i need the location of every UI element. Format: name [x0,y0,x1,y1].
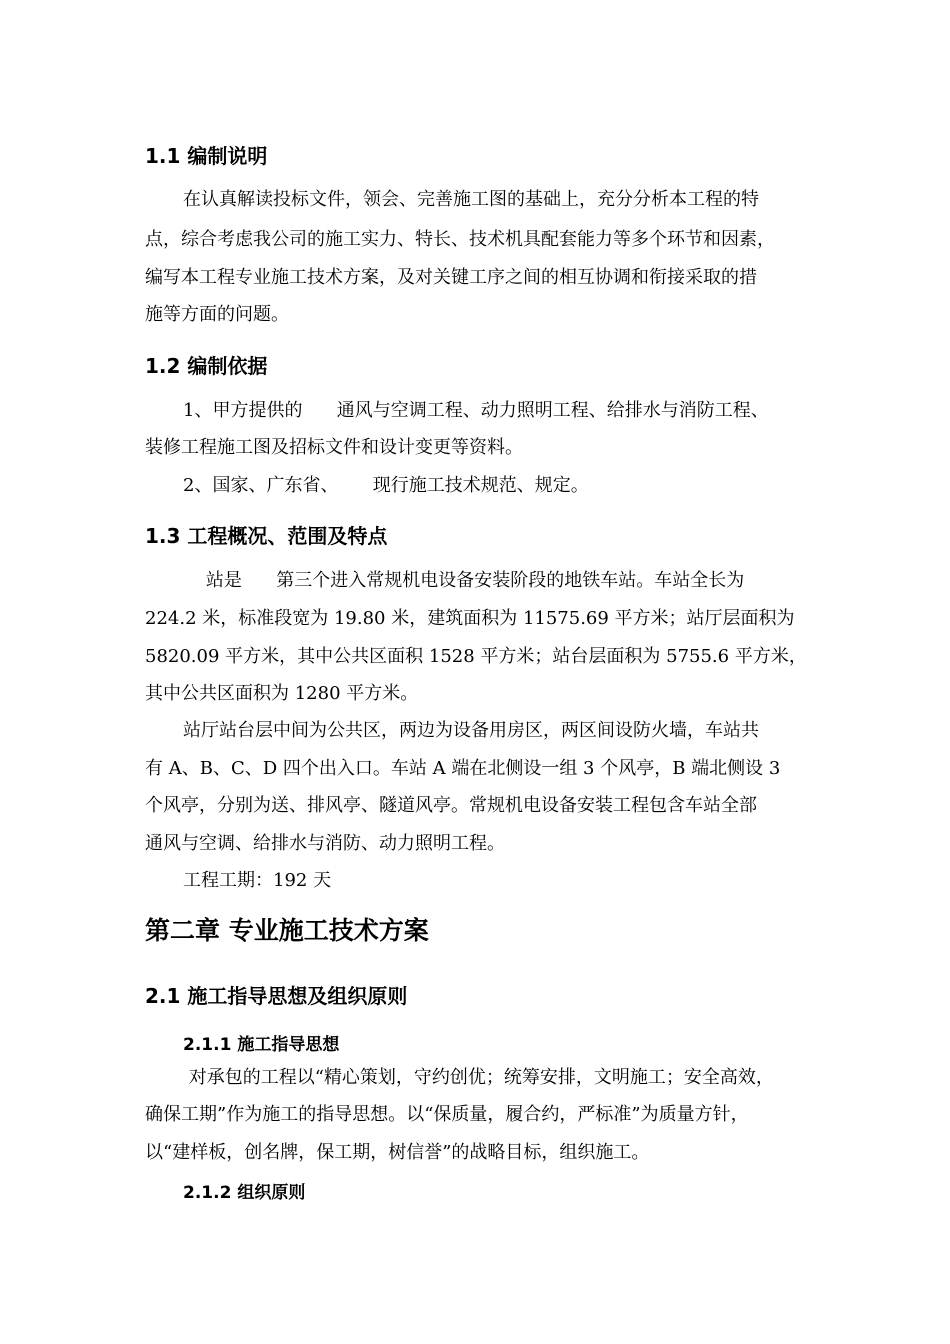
paragraph-line: 224.2 米，标准段宽为 19.80 米，建筑面积为 11575.69 平方米；站厅层面积为 [145,608,795,629]
chapter-heading-2: 第二章 专业施工技术方案 [145,916,429,945]
paragraph-line: 个风亭，分别为送、排风亭、隧道风亭。常规机电设备安装工程包含车站全部 [145,795,757,816]
paragraph-line: 点，综合考虑我公司的施工实力、特长、技术机具配套能力等多个环节和因素， [145,229,775,250]
paragraph-line: 2、国家、广东省、 现行施工技术规范、规定。 [183,475,589,496]
subsection-heading-2-1-2: 2.1.2 组织原则 [183,1183,306,1203]
section-heading-1-1: 1.1 编制说明 [145,144,268,168]
paragraph-line: 在认真解读投标文件，领会、完善施工图的基础上，充分分析本工程的特 [183,189,759,210]
paragraph-line: 5820.09 平方米，其中公共区面积 1528 平方米；站台层面积为 5755.6 平方米， [145,646,807,667]
section-heading-1-2: 1.2 编制依据 [145,354,268,378]
paragraph-line: 通风与空调、给排水与消防、动力照明工程。 [145,833,505,854]
section-heading-1-3: 1.3 工程概况、范围及特点 [145,524,388,548]
paragraph-line: 确保工期”作为施工的指导思想。以“保质量，履合约，严标准”为质量方针， [145,1104,749,1125]
paragraph-line: 对承包的工程以“精心策划，守约创优；统筹安排，文明施工；安全高效， [183,1067,774,1088]
subsection-heading-2-1-1: 2.1.1 施工指导思想 [183,1035,340,1055]
paragraph-line: 编写本工程专业施工技术方案，及对关键工序之间的相互协调和衔接采取的措 [145,267,757,288]
paragraph-line: 有 A、B、C、D 四个出入口。车站 A 端在北侧设一组 3 个风亭，B 端北侧设 3 [145,758,781,779]
paragraph-line: 站厅站台层中间为公共区，两边为设备用房区，两区间设防火墙，车站共 [183,720,759,741]
section-heading-2-1: 2.1 施工指导思想及组织原则 [145,984,408,1008]
paragraph-line: 站是 第三个进入常规机电设备安装阶段的地铁车站。车站全长为 [183,570,745,591]
paragraph-line: 其中公共区面积为 1280 平方米。 [145,683,419,704]
paragraph-line: 工程工期：192 天 [183,870,332,891]
paragraph-line: 施等方面的问题。 [145,304,289,325]
paragraph-line: 装修工程施工图及招标文件和设计变更等资料。 [145,437,523,458]
paragraph-line: 1、甲方提供的 通风与空调工程、动力照明工程、给排水与消防工程、 [183,400,769,421]
paragraph-line: 以“建样板，创名牌，保工期，树信誉”的战略目标，组织施工。 [145,1142,650,1163]
